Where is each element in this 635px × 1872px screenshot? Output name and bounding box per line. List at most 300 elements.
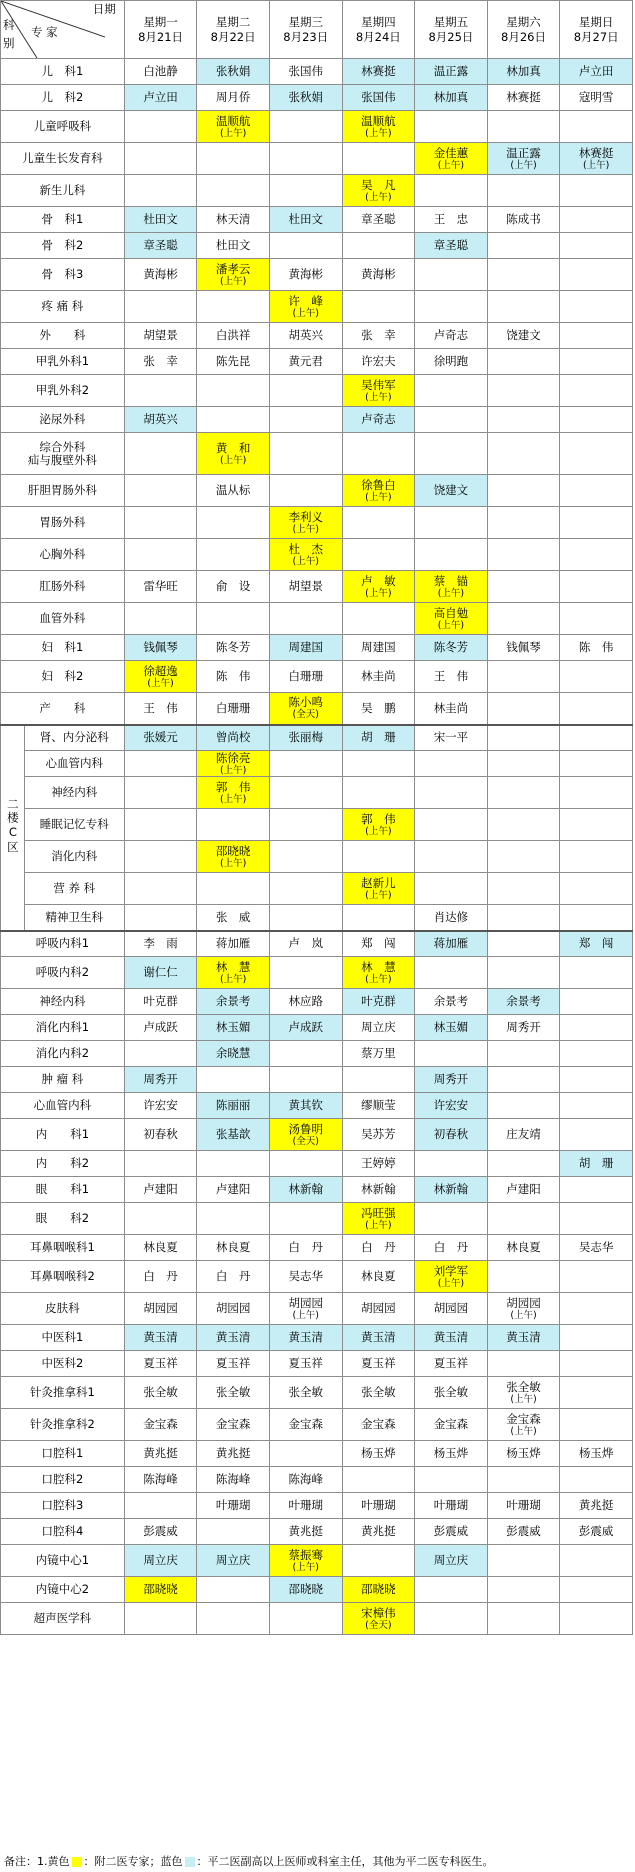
department-label: 呼吸内科1 xyxy=(35,936,90,951)
doctor-name: 叶珊瑚 xyxy=(361,1498,396,1512)
doctor-cell xyxy=(124,323,197,349)
doctor-cell xyxy=(269,809,342,841)
doctor-cell xyxy=(197,1377,270,1409)
doctor-cell xyxy=(487,1203,560,1235)
doctor-cell xyxy=(342,1177,415,1203)
department-cell xyxy=(1,1093,125,1119)
doctor-name: 章圣聪 xyxy=(143,238,178,252)
doctor-name: 卢建阳 xyxy=(143,1182,178,1196)
doctor-cell xyxy=(487,1067,560,1093)
doctor-cell xyxy=(197,1093,270,1119)
doctor-name: 张全敏 xyxy=(288,1385,323,1399)
doctor-name: 林良夏 xyxy=(215,1240,251,1254)
doctor-cell xyxy=(560,1093,633,1119)
doctor-cell xyxy=(487,1015,560,1041)
doctor-cell xyxy=(415,111,488,143)
doctor-name: 杜 杰 xyxy=(288,541,323,556)
schedule-row xyxy=(1,603,633,635)
department-label: 内镜中心2 xyxy=(35,1582,90,1596)
blue-swatch xyxy=(185,1857,195,1867)
department-label: 眼 科2 xyxy=(35,1211,90,1225)
doctor-cell xyxy=(197,1293,270,1325)
doctor-cell xyxy=(269,475,342,507)
session-note: (上午) xyxy=(365,889,392,901)
day-header: 星期六 8月26日 xyxy=(487,1,560,59)
doctor-cell xyxy=(197,1203,270,1235)
schedule-row xyxy=(1,1519,633,1545)
doctor-cell xyxy=(560,1603,633,1635)
doctor-name: 黄元君 xyxy=(288,354,323,368)
doctor-name: 周立庆 xyxy=(215,1553,251,1567)
doctor-cell xyxy=(560,957,633,989)
session-note: (上午) xyxy=(219,764,247,776)
doctor-cell xyxy=(197,1577,270,1603)
doctor-cell xyxy=(560,1519,633,1545)
doctor-name: 杜田文 xyxy=(288,212,323,226)
doctor-name: 林良夏 xyxy=(143,1240,178,1254)
doctor-name: 卢奇志 xyxy=(361,412,396,426)
department-label: 口腔科4 xyxy=(41,1524,84,1538)
doctor-cell xyxy=(197,259,270,291)
doctor-cell xyxy=(269,1441,342,1467)
doctor-cell xyxy=(269,1351,342,1377)
doctor-cell xyxy=(560,1015,633,1041)
doctor-cell xyxy=(342,1519,415,1545)
doctor-cell xyxy=(342,1041,415,1067)
doctor-name: 余晓慧 xyxy=(215,1046,251,1060)
doctor-cell xyxy=(124,407,197,433)
doctor-cell xyxy=(342,1325,415,1351)
doctor-cell xyxy=(560,1119,633,1151)
doctor-name: 缪顺莹 xyxy=(361,1098,396,1112)
doctor-cell xyxy=(487,1577,560,1603)
doctor-cell xyxy=(197,1493,270,1519)
footnote-yellow-desc: ：附二医专家；蓝色 xyxy=(83,1855,183,1868)
doctor-name: 初春秋 xyxy=(433,1127,469,1141)
doctor-name: 白 丹 xyxy=(215,1269,251,1283)
schedule-row xyxy=(1,539,633,571)
doctor-cell xyxy=(124,507,197,539)
doctor-name: 彭震威 xyxy=(433,1524,469,1538)
doctor-cell xyxy=(560,1261,633,1293)
doctor-name: 张国伟 xyxy=(288,64,323,78)
day-header: 星期一 8月21日 xyxy=(124,1,197,59)
doctor-name: 叶克群 xyxy=(143,994,178,1008)
doctor-cell xyxy=(197,291,270,323)
department-cell xyxy=(1,693,125,725)
session-note: (上午) xyxy=(365,587,392,599)
doctor-cell xyxy=(124,1545,197,1577)
doctor-cell xyxy=(415,475,488,507)
doctor-name: 林天清 xyxy=(215,212,251,226)
doctor-cell xyxy=(197,1015,270,1041)
doctor-name: 余景考 xyxy=(215,994,251,1008)
doctor-cell xyxy=(342,85,415,111)
doctor-cell xyxy=(342,635,415,661)
schedule-row xyxy=(1,1493,633,1519)
schedule-row xyxy=(1,1467,633,1493)
doctor-cell xyxy=(342,475,415,507)
department-label: 耳鼻咽喉科2 xyxy=(29,1269,95,1283)
session-note: (上午) xyxy=(510,1425,537,1437)
doctor-cell xyxy=(415,233,488,259)
session-note: (上午) xyxy=(147,677,174,689)
doctor-cell xyxy=(124,1293,197,1325)
doctor-cell xyxy=(197,233,270,259)
doctor-name: 陈海峰 xyxy=(143,1472,178,1486)
schedule-row xyxy=(1,725,633,751)
day-header: 星期五 8月25日 xyxy=(415,1,488,59)
doctor-name: 张全敏 xyxy=(143,1385,178,1399)
doctor-cell xyxy=(487,841,560,873)
department-cell xyxy=(1,1041,125,1067)
doctor-cell xyxy=(415,1441,488,1467)
department-label: 胃肠外科 xyxy=(39,515,86,529)
doctor-cell xyxy=(487,635,560,661)
doctor-cell xyxy=(415,1409,488,1441)
doctor-cell xyxy=(124,259,197,291)
doctor-cell xyxy=(560,233,633,259)
doctor-name: 林玉媚 xyxy=(215,1020,251,1034)
doctor-cell xyxy=(415,1119,488,1151)
doctor-cell xyxy=(560,143,633,175)
doctor-cell xyxy=(560,1067,633,1093)
doctor-cell xyxy=(560,635,633,661)
doctor-cell xyxy=(415,1493,488,1519)
doctor-cell xyxy=(124,1325,197,1351)
session-note: (上午) xyxy=(219,454,247,466)
schedule-row xyxy=(1,1041,633,1067)
doctor-cell xyxy=(487,1603,560,1635)
department-cell xyxy=(1,85,125,111)
doctor-cell xyxy=(415,175,488,207)
doctor-name: 郭 伟 xyxy=(361,811,396,826)
doctor-cell xyxy=(197,85,270,111)
doctor-cell xyxy=(560,725,633,751)
doctor-name: 胡园园 xyxy=(215,1301,251,1315)
doctor-name: 余景考 xyxy=(433,994,469,1008)
doctor-name: 高自勉 xyxy=(433,605,469,620)
doctor-name: 邵晓晓 xyxy=(215,843,251,858)
doctor-name: 张全敏 xyxy=(433,1385,469,1399)
schedule-row xyxy=(1,1293,633,1325)
doctor-cell xyxy=(197,957,270,989)
doctor-cell xyxy=(342,693,415,725)
doctor-cell xyxy=(342,873,415,905)
doctor-name: 张媛元 xyxy=(143,730,178,745)
doctor-cell xyxy=(124,143,197,175)
schedule-row xyxy=(1,475,633,507)
department-label: 综合外科 xyxy=(39,439,86,454)
department-label: 内 科1 xyxy=(35,1127,90,1141)
doctor-cell xyxy=(124,905,197,931)
doctor-cell xyxy=(415,905,488,931)
session-note: (上午) xyxy=(437,587,465,599)
doctor-cell xyxy=(197,1409,270,1441)
header-label-expert: 专 家 xyxy=(31,25,58,39)
doctor-name: 周立庆 xyxy=(361,1020,396,1034)
doctor-cell xyxy=(269,207,342,233)
doctor-name: 温顺航 xyxy=(215,113,251,128)
doctor-cell xyxy=(342,259,415,291)
doctor-cell xyxy=(269,1493,342,1519)
department-cell xyxy=(1,1409,125,1441)
session-note: (上午) xyxy=(292,1561,319,1573)
doctor-name: 黄海彬 xyxy=(361,267,396,281)
doctor-name: 叶珊瑚 xyxy=(506,1498,541,1512)
doctor-cell xyxy=(269,1067,342,1093)
doctor-cell xyxy=(487,957,560,989)
doctor-cell xyxy=(269,571,342,603)
doctor-cell xyxy=(197,1067,270,1093)
doctor-name: 饶建文 xyxy=(433,483,469,497)
schedule-row xyxy=(1,85,633,111)
doctor-name: 吴 凡 xyxy=(361,177,396,192)
doctor-name: 胡英兴 xyxy=(288,328,323,342)
doctor-cell xyxy=(197,661,270,693)
doctor-cell xyxy=(124,1235,197,1261)
doctor-cell xyxy=(197,1177,270,1203)
department-cell xyxy=(1,1261,125,1293)
doctor-name: 陈冬芳 xyxy=(433,640,469,654)
doctor-cell xyxy=(197,571,270,603)
doctor-cell xyxy=(415,207,488,233)
doctor-cell xyxy=(342,1441,415,1467)
doctor-name: 宋樟伟 xyxy=(361,1605,396,1620)
doctor-name: 林赛挺 xyxy=(578,145,614,160)
doctor-cell xyxy=(197,1603,270,1635)
department-cell xyxy=(1,233,125,259)
doctor-name: 蔡振骞 xyxy=(288,1547,323,1562)
department-cell xyxy=(1,1151,125,1177)
doctor-name: 林加真 xyxy=(506,64,541,78)
doctor-cell xyxy=(269,407,342,433)
doctor-name: 章圣聪 xyxy=(361,212,396,226)
schedule-row xyxy=(1,507,633,539)
doctor-cell xyxy=(124,661,197,693)
doctor-cell xyxy=(487,1177,560,1203)
group-label-cell xyxy=(1,725,25,931)
doctor-cell xyxy=(269,693,342,725)
doctor-cell xyxy=(487,873,560,905)
doctor-cell xyxy=(124,291,197,323)
department-label: 肿 瘤 科 xyxy=(41,1072,84,1086)
doctor-name: 庄友靖 xyxy=(506,1127,541,1141)
doctor-cell xyxy=(342,809,415,841)
doctor-cell xyxy=(342,407,415,433)
department-label: 心血管内科 xyxy=(33,1098,92,1112)
department-cell xyxy=(1,175,125,207)
department-cell xyxy=(1,507,125,539)
doctor-cell xyxy=(342,1409,415,1441)
doctor-name: 吴 鹏 xyxy=(361,700,396,715)
doctor-cell xyxy=(487,375,560,407)
department-label: 心血管内科 xyxy=(45,756,104,770)
doctor-cell xyxy=(560,751,633,777)
doctor-name: 林圭尚 xyxy=(361,669,396,683)
schedule-row xyxy=(1,809,633,841)
doctor-cell xyxy=(342,841,415,873)
doctor-cell xyxy=(415,323,488,349)
schedule-row xyxy=(1,635,633,661)
session-note: (上午) xyxy=(365,825,392,837)
doctor-cell xyxy=(269,1015,342,1041)
doctor-cell xyxy=(342,233,415,259)
doctor-cell xyxy=(124,1151,197,1177)
doctor-name: 白珊珊 xyxy=(215,700,251,715)
schedule-row xyxy=(1,1409,633,1441)
doctor-cell xyxy=(124,59,197,85)
schedule-row xyxy=(1,571,633,603)
department-label: 妇 科2 xyxy=(41,669,84,683)
doctor-cell xyxy=(415,1545,488,1577)
department-label: 妇 科1 xyxy=(41,640,84,654)
department-cell xyxy=(1,1293,125,1325)
department-cell xyxy=(1,1119,125,1151)
doctor-cell xyxy=(415,661,488,693)
doctor-cell xyxy=(269,989,342,1015)
doctor-cell xyxy=(342,1377,415,1409)
schedule-row xyxy=(1,1203,633,1235)
department-label: 中医科1 xyxy=(41,1330,84,1344)
department-label: 消化内科1 xyxy=(35,1020,90,1034)
doctor-name: 卢成跃 xyxy=(143,1020,178,1034)
doctor-cell xyxy=(197,1325,270,1351)
doctor-name: 黄玉清 xyxy=(433,1330,469,1344)
department-cell xyxy=(1,1203,125,1235)
doctor-name: 金宝森 xyxy=(361,1417,396,1431)
schedule-row xyxy=(1,1577,633,1603)
doctor-cell xyxy=(487,1519,560,1545)
doctor-name: 徐明跑 xyxy=(433,354,469,368)
doctor-cell xyxy=(560,1203,633,1235)
doctor-cell xyxy=(487,809,560,841)
doctor-name: 周秀开 xyxy=(506,1020,541,1034)
doctor-cell xyxy=(487,207,560,233)
department-label: 儿 科1 xyxy=(41,64,84,78)
doctor-name: 宋一平 xyxy=(433,730,469,745)
doctor-name: 胡园园 xyxy=(506,1295,541,1310)
doctor-cell xyxy=(124,85,197,111)
doctor-name: 张丽梅 xyxy=(288,730,323,745)
doctor-cell xyxy=(197,1467,270,1493)
doctor-name: 周立庆 xyxy=(433,1553,469,1567)
schedule-row xyxy=(1,1351,633,1377)
schedule-row xyxy=(1,661,633,693)
doctor-cell xyxy=(197,111,270,143)
department-cell xyxy=(1,1351,125,1377)
doctor-name: 周建国 xyxy=(288,640,323,654)
doctor-cell xyxy=(560,1151,633,1177)
department-cell xyxy=(1,1545,125,1577)
doctor-cell xyxy=(415,1603,488,1635)
doctor-name: 胡园园 xyxy=(433,1301,469,1315)
department-label: 肝胆胃肠外科 xyxy=(27,483,97,497)
doctor-name: 黄兆挺 xyxy=(288,1524,323,1538)
doctor-name: 林良夏 xyxy=(361,1269,396,1283)
department-cell xyxy=(1,1177,125,1203)
doctor-cell xyxy=(415,931,488,957)
doctor-name: 吴志华 xyxy=(578,1240,614,1254)
doctor-name: 肖达修 xyxy=(433,909,469,924)
doctor-cell xyxy=(342,1603,415,1635)
doctor-cell xyxy=(269,1235,342,1261)
doctor-cell xyxy=(487,539,560,571)
doctor-cell xyxy=(197,1151,270,1177)
doctor-cell xyxy=(124,111,197,143)
doctor-name: 张国伟 xyxy=(361,90,396,104)
doctor-cell xyxy=(487,1351,560,1377)
doctor-cell xyxy=(415,603,488,635)
session-note: (全天) xyxy=(365,1619,392,1631)
doctor-name: 陈小鸣 xyxy=(288,695,323,710)
doctor-cell xyxy=(415,1235,488,1261)
doctor-name: 金宝森 xyxy=(433,1417,469,1431)
doctor-name: 张全敏 xyxy=(215,1385,251,1399)
doctor-name: 雷华旺 xyxy=(143,579,178,593)
doctor-cell xyxy=(560,475,633,507)
department-cell xyxy=(1,539,125,571)
doctor-cell xyxy=(415,1151,488,1177)
doctor-cell xyxy=(197,603,270,635)
doctor-cell xyxy=(197,59,270,85)
doctor-name: 叶珊瑚 xyxy=(288,1498,323,1512)
doctor-name: 黄海彬 xyxy=(143,267,178,281)
department-cell xyxy=(1,1603,125,1635)
doctor-cell xyxy=(415,1093,488,1119)
doctor-cell xyxy=(560,905,633,931)
doctor-cell xyxy=(560,1177,633,1203)
doctor-cell xyxy=(269,1093,342,1119)
doctor-cell xyxy=(560,175,633,207)
doctor-name: 金宝森 xyxy=(288,1417,323,1431)
doctor-cell xyxy=(124,1177,197,1203)
schedule-row xyxy=(1,1603,633,1635)
doctor-cell xyxy=(342,1235,415,1261)
doctor-cell xyxy=(342,989,415,1015)
doctor-name: 张全敏 xyxy=(361,1385,396,1399)
doctor-cell xyxy=(124,539,197,571)
doctor-name: 白 丹 xyxy=(143,1269,178,1283)
department-label: 肛肠外科 xyxy=(39,579,86,593)
department-label: 精神卫生科 xyxy=(45,909,104,924)
schedule-row xyxy=(1,1441,633,1467)
doctor-name: 卢立田 xyxy=(143,90,178,104)
doctor-cell xyxy=(269,841,342,873)
doctor-name: 白 丹 xyxy=(288,1240,323,1254)
department-label: 内 科2 xyxy=(35,1156,90,1170)
schedule-row xyxy=(1,433,633,475)
doctor-cell xyxy=(342,1493,415,1519)
doctor-name: 赵新儿 xyxy=(361,875,396,890)
doctor-cell xyxy=(560,989,633,1015)
department-cell xyxy=(1,1325,125,1351)
doctor-cell xyxy=(415,1325,488,1351)
doctor-cell xyxy=(487,1119,560,1151)
doctor-cell xyxy=(124,571,197,603)
doctor-name: 冯旺强 xyxy=(361,1205,396,1220)
doctor-name: 邵晓晓 xyxy=(288,1582,323,1596)
doctor-cell xyxy=(487,1293,560,1325)
doctor-cell xyxy=(415,1015,488,1041)
doctor-cell xyxy=(560,1377,633,1409)
doctor-cell xyxy=(124,989,197,1015)
doctor-cell xyxy=(124,1409,197,1441)
department-cell xyxy=(1,323,125,349)
doctor-name: 杜田文 xyxy=(143,212,178,226)
doctor-name: 许 峰 xyxy=(288,293,323,308)
doctor-name: 饶建文 xyxy=(506,328,541,342)
